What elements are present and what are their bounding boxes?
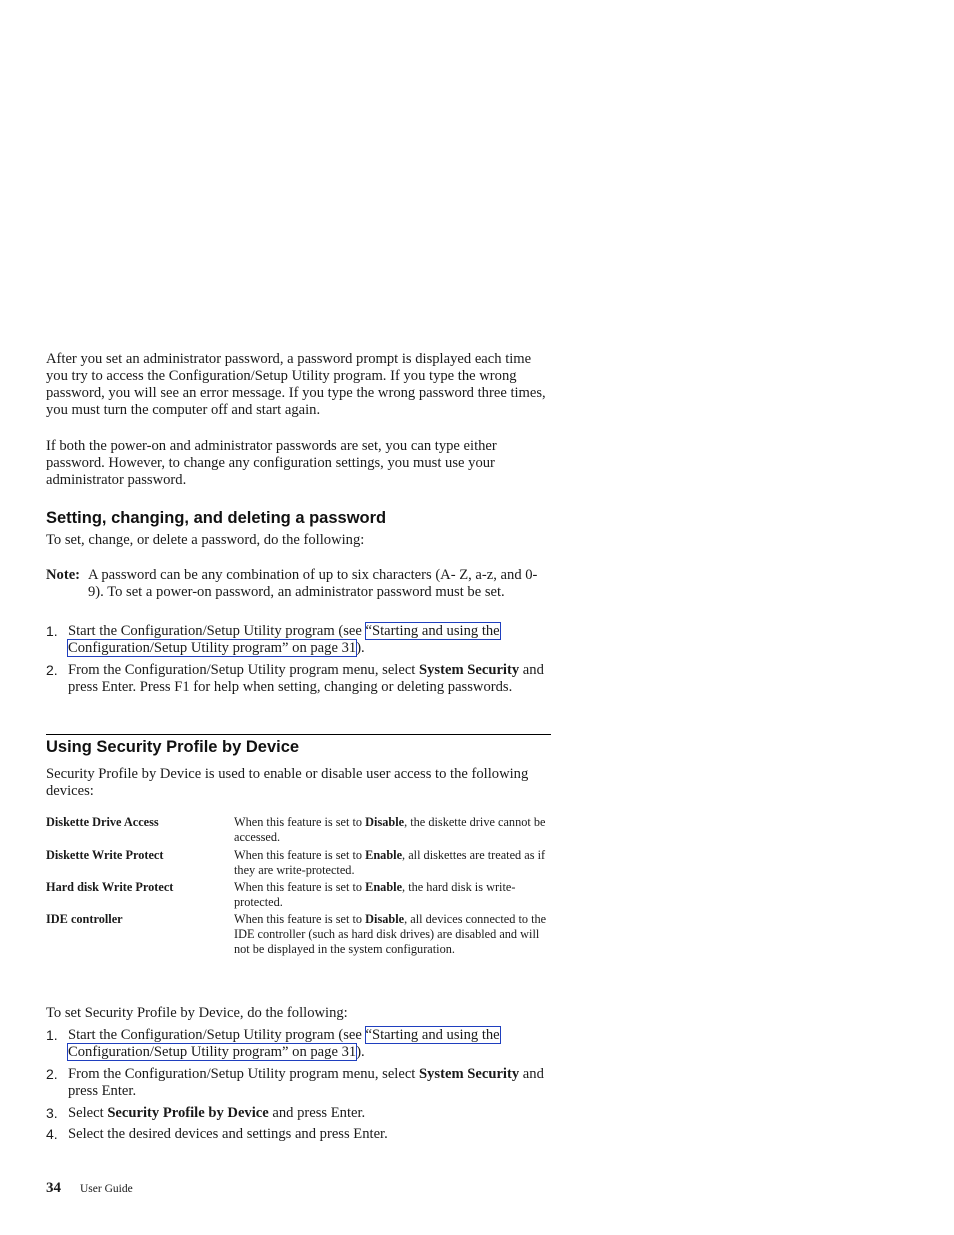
list-item: 2. From the Configuration/Setup Utility program menu, select System Security and press Enter.	[46, 1066, 544, 1099]
footer-title: User Guide	[80, 1183, 133, 1195]
cross-reference-link[interactable]: “Starting and using the Configuration/Setup Utility program” on page 31	[68, 1027, 500, 1060]
step-number: 4.	[46, 1126, 58, 1142]
section-heading-password: Setting, changing, and deleting a password	[46, 509, 387, 527]
list-item: 2. From the Configuration/Setup Utility program menu, select System Security and press Enter. Press F1 for help when setting, changing or deleting passwords.	[46, 662, 544, 695]
definition-term: Hard disk Write Protect	[46, 880, 174, 894]
section-lead-2: To set Security Profile by Device, do the following:	[46, 1005, 348, 1021]
note-text: A password can be any combination of up to six characters (A- Z, a-z, and 0-9). To set a power-on password, an administrator password must be set.	[88, 567, 538, 600]
step-number: 2.	[46, 1066, 58, 1082]
note-block	[46, 567, 552, 601]
definition-description: When this feature is set to Enable, the hard disk is write-protected.	[234, 880, 516, 909]
intro-paragraph-2: If both the power-on and administrator passwords are set, you can type either password. However, to change any configuration settings, you must use your administrator password.	[46, 438, 497, 488]
list-item: 3. Select Security Profile by Device and press Enter.	[46, 1105, 366, 1121]
note-label: Note:	[46, 567, 81, 583]
step-number: 3.	[46, 1105, 58, 1121]
definition-term: IDE controller	[46, 912, 123, 926]
section-divider	[46, 734, 551, 735]
cross-reference-link[interactable]: “Starting and using the Configuration/Setup Utility program” on page 31	[68, 623, 500, 656]
list-item: 1. Start the Configuration/Setup Utility program (see “Starting and using the Configuration/Setup Utility program” on page 31).	[46, 623, 500, 656]
section-heading-security-profile: Using Security Profile by Device	[46, 738, 300, 756]
definition-term: Diskette Drive Access	[46, 815, 159, 829]
list-item: 1. Start the Configuration/Setup Utility program (see “Starting and using the Configuration/Setup Utility program” on page 31).	[46, 1027, 500, 1060]
intro-paragraph-1: After you set an administrator password, a password prompt is displayed each time you try to access the Configuration/Setup Utility program. If you type the wrong password, you will see an error message. If you type the wrong password three times, you must turn the computer off and start again.	[46, 351, 546, 418]
section-lead-password: To set, change, or delete a password, do the following:	[46, 532, 365, 548]
step-number: 1.	[46, 623, 58, 639]
definition-description: When this feature is set to Enable, all diskettes are treated as if they are write-protected.	[234, 848, 546, 877]
page-number: 34	[46, 1180, 61, 1196]
definition-description: When this feature is set to Disable, the diskette drive cannot be accessed.	[234, 815, 546, 844]
list-item: 4. Select the desired devices and settings and press Enter.	[46, 1126, 388, 1142]
definition-description: When this feature is set to Disable, all devices connected to the IDE controller (such as hard disk drives) are disabled and will not be displayed in the system configuration.	[234, 912, 547, 956]
definition-term: Diskette Write Protect	[46, 848, 164, 862]
step-number: 1.	[46, 1027, 58, 1043]
section-lead-security-profile: Security Profile by Device is used to enable or disable user access to the following devices:	[46, 766, 529, 799]
step-number: 2.	[46, 662, 58, 678]
